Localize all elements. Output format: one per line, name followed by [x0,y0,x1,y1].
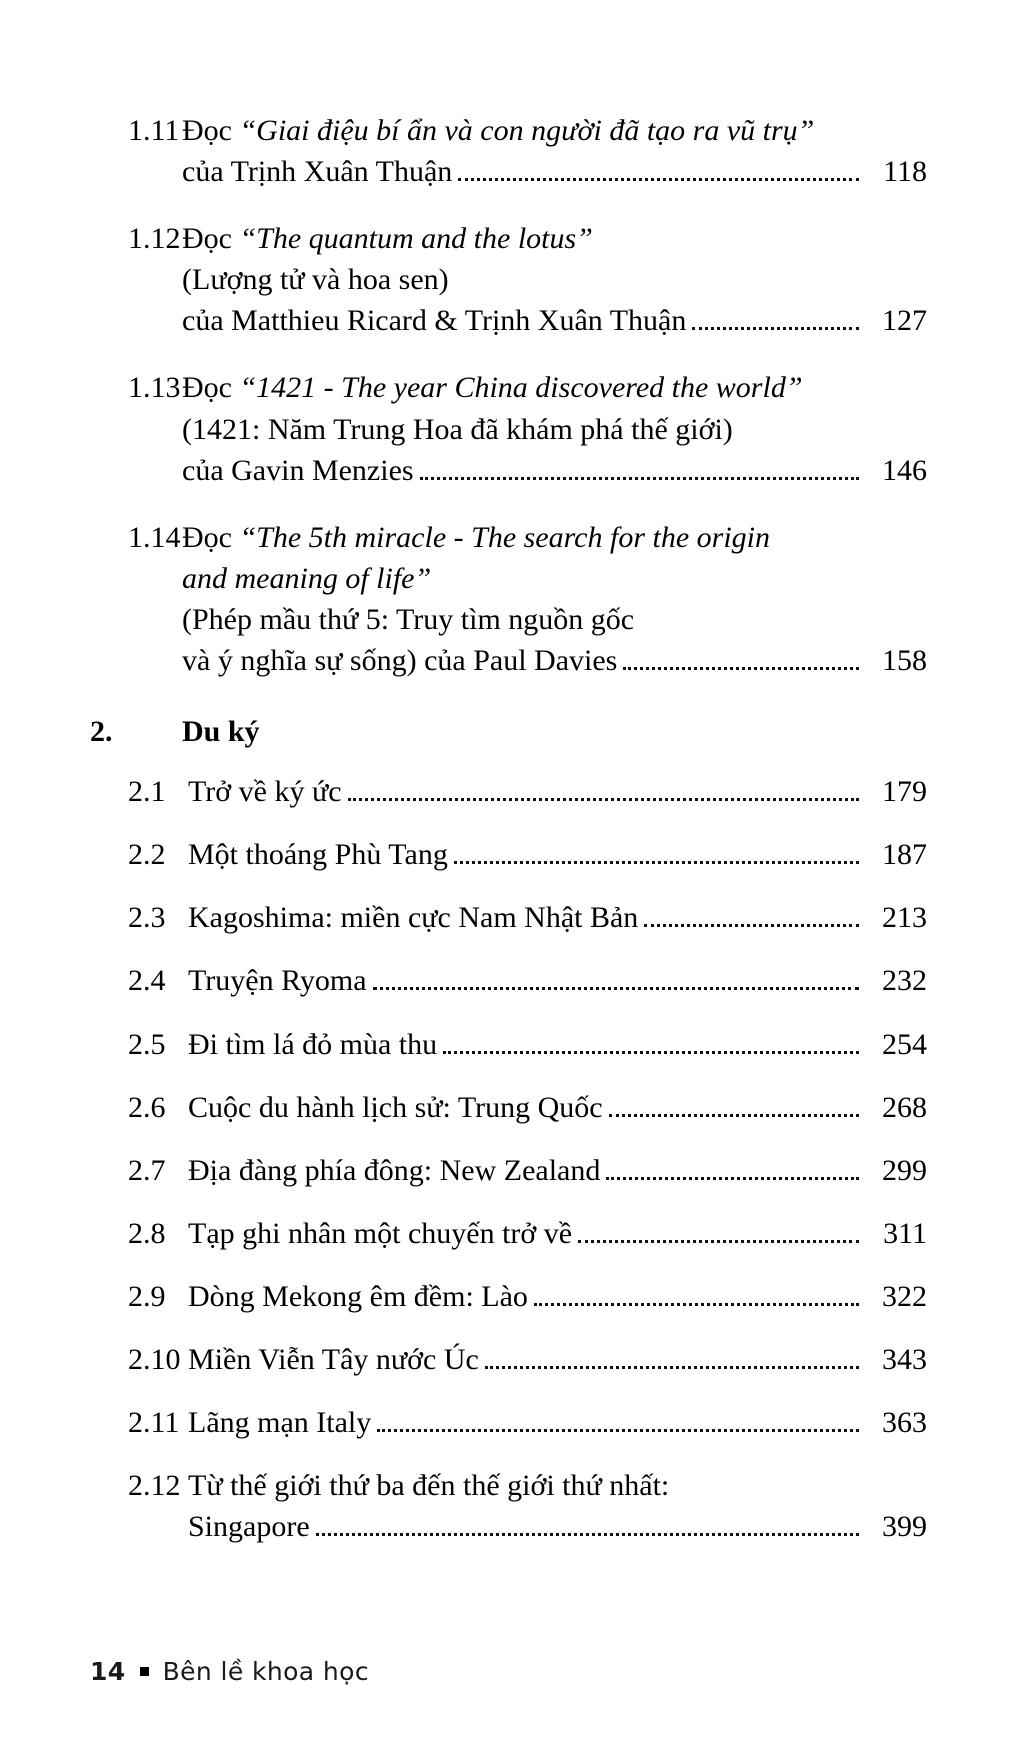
toc-entry-page: 213 [882,901,927,935]
toc-entry-title: Kagoshima: miền cực Nam Nhật Bản [188,901,639,935]
toc-entry-number: 2.7 [128,1153,166,1187]
toc-entry-author: của Matthieu Ricard & Trịnh Xuân Thuận [182,304,687,338]
toc-entry-number: 2.4 [128,964,166,998]
toc-entry-title: Cuộc du hành lịch sử: Trung Quốc [188,1090,603,1124]
leader-dots [454,860,859,864]
page-footer [90,1657,369,1686]
leader-dots [606,1176,859,1180]
toc-entry-title: Tạp ghi nhân một chuyến trở về [188,1216,573,1250]
toc-entry[interactable] [90,1276,927,1317]
toc-entry-title-italic: “Giai điệu bí ẩn và con người đã tạo ra vũ trụ” [239,114,815,147]
toc-entry-body [182,1402,927,1443]
toc-entry-page: 299 [882,1153,927,1187]
toc-entry-number: 2.6 [128,1090,166,1124]
toc-entry-number: 2.5 [128,1027,166,1061]
toc-entry-title: Từ thế giới thứ ba đến thế giới thứ nhất: [188,1469,670,1503]
toc-section-title: Du ký [182,715,260,749]
toc-entry-title-italic: “1421 - The year China discovered the world” [239,371,803,405]
toc-entry-line [182,409,927,450]
toc-entry-line [188,834,927,875]
toc-entry-title: Dòng Mekong êm đềm: Lào [188,1279,528,1313]
toc-entry-line [188,960,927,1001]
toc-entry-title: Địa đàng phía đông: New Zealand [188,1153,601,1187]
toc-entry-title-italic: and meaning of life” [182,561,432,595]
toc-entry-line [188,1213,927,1254]
toc-entry-number: 1.12 [128,222,181,256]
toc-entry-body [182,218,927,341]
toc-entry-page: 118 [883,155,927,189]
footer-page-number: 14 [90,1657,126,1686]
toc-entry-body [182,834,927,875]
toc-section-number: 2. [90,715,113,749]
toc-entry-title: Trở về ký ức [188,775,342,809]
toc-entry-title-italic: “The 5th miracle - The search for the origin [239,520,771,554]
leader-dots [578,1239,859,1243]
toc-entry-line [188,1276,927,1317]
toc-entry-body [182,897,927,938]
leader-dots [458,177,859,181]
toc-entry-body [182,1024,927,1065]
toc-entry[interactable] [90,110,927,192]
toc-entry-text: của Trịnh Xuân Thuận [182,155,453,189]
toc-entry-title: Một thoáng Phù Tang [188,838,448,872]
toc-entry-text: Đọc “The 5th miracle - The search for the origin [182,520,771,554]
toc-entry-title: Đi tìm lá đỏ mùa thu [188,1027,438,1061]
toc-entry-line [182,558,927,599]
leader-dots [623,666,859,670]
leader-dots [609,1113,859,1117]
toc-entry-author: của Gavin Menzies [182,453,414,487]
toc-entry-page: 158 [882,644,927,678]
leader-dots [348,797,859,801]
toc-entry-title: Miền Viễn Tây nước Úc [188,1342,479,1376]
toc-entry-number: 2.1 [128,775,166,809]
toc-entry[interactable] [90,1213,927,1254]
toc-entry[interactable] [90,1402,927,1443]
toc-entry-subtitle: (Lượng tử và hoa sen) [182,263,449,297]
toc-entry-body [182,771,927,812]
toc-entry-title-italic: “The quantum and the lotus” [239,222,593,256]
toc-entry-line [188,1465,927,1506]
toc-entry-line [182,300,927,341]
leader-dots [443,1050,859,1054]
toc-entry-body [182,1465,927,1547]
toc-entry[interactable] [90,1339,927,1380]
toc-entry[interactable] [90,771,927,812]
toc-entry-text: Đọc “Giai điệu bí ẩn và con người đã tạo ra vũ trụ” [182,114,815,147]
footer-book-title: Bên lề khoa học [162,1657,369,1686]
leader-dots [644,923,859,927]
toc-entry-body [182,1150,927,1191]
toc-entry-line [182,640,927,681]
toc-entry-subtitle: (1421: Năm Trung Hoa đã khám phá thế giới) [182,412,733,446]
toc-entry-page: 268 [882,1090,927,1124]
leader-dots [373,986,859,990]
toc-entry-page: 232 [882,964,927,998]
toc-entry-body [182,367,927,490]
toc-entry[interactable] [90,897,927,938]
leader-dots [316,1532,859,1536]
toc-entry-page: 254 [882,1027,927,1061]
toc-entry-body [182,110,927,192]
toc-entry-body [182,1276,927,1317]
toc-entry-number: 2.12 [128,1469,181,1503]
toc-entry-number: 2.9 [128,1279,166,1313]
toc-entry-line [188,771,927,812]
toc-entry[interactable] [90,1465,927,1547]
toc-entry-body [182,960,927,1001]
toc-entry-page: 399 [882,1510,927,1544]
toc-entry-number: 2.2 [128,838,166,872]
leader-dots [420,476,859,480]
toc-entry-number: 2.11 [128,1406,180,1440]
toc-entry-page: 322 [882,1279,927,1313]
toc-entry-number: 1.11 [128,114,180,147]
toc-entry-line [182,151,927,192]
toc-entry-line [182,450,927,491]
toc-entry[interactable] [90,1087,927,1128]
toc-entry-line [188,1087,927,1128]
leader-dots [692,326,859,330]
toc-entry-line [188,1024,927,1065]
leader-dots [377,1428,859,1432]
toc-entry-number: 1.14 [128,520,181,554]
toc-entry-page: 363 [882,1406,927,1440]
toc-entry-subtitle: (Phép mầu thứ 5: Truy tìm nguồn gốc [182,602,635,636]
toc-entry-title-cont: Singapore [188,1510,310,1544]
square-bullet-icon [140,1667,149,1676]
toc-entry-line [182,218,927,259]
toc-entry-line [182,259,927,300]
toc-entry-body [182,517,927,681]
toc-entry[interactable] [90,517,927,681]
toc-entry-line [188,1339,927,1380]
toc-entry-line [188,1150,927,1191]
toc-entry-body [182,1339,927,1380]
toc-entry-line [188,1506,927,1547]
toc-entry-number: 2.10 [128,1342,181,1376]
toc-entry[interactable] [90,1024,927,1065]
toc-entry-title: Lãng mạn Italy [188,1406,372,1440]
toc-entry-number: 2.8 [128,1216,166,1250]
toc-entry-page: 127 [882,304,927,338]
toc-entry-text: Đọc “1421 - The year China discovered the world” [182,371,803,405]
toc-entry-line [182,599,927,640]
toc-entry[interactable] [90,218,927,341]
toc-entry[interactable] [90,834,927,875]
table-of-contents [90,110,927,1547]
toc-entry[interactable] [90,1150,927,1191]
toc-entry-line [182,110,927,151]
toc-entry-line [182,517,927,558]
leader-dots [485,1365,859,1369]
toc-entry-line [188,897,927,938]
toc-entry-page: 187 [882,838,927,872]
toc-entry[interactable] [90,960,927,1001]
toc-entry-body [182,1087,927,1128]
toc-entry-body [182,1213,927,1254]
toc-entry-title: Truyện Ryoma [188,964,367,998]
toc-entry-line [188,1402,927,1443]
toc-entry-page: 146 [882,453,927,487]
toc-entry-line [182,367,927,408]
toc-entry-page: 343 [882,1342,927,1376]
toc-entry-page: 179 [882,775,927,809]
toc-entry-number: 1.13 [128,371,181,405]
toc-entry-text: Đọc “The quantum and the lotus” [182,222,593,256]
toc-entry-author: và ý nghĩa sự sống) của Paul Davies [182,644,618,678]
toc-entry-number: 2.3 [128,901,166,935]
toc-entry[interactable] [90,367,927,490]
toc-entry-page: 311 [883,1216,927,1250]
toc-section-heading [90,715,927,749]
leader-dots [534,1302,859,1306]
